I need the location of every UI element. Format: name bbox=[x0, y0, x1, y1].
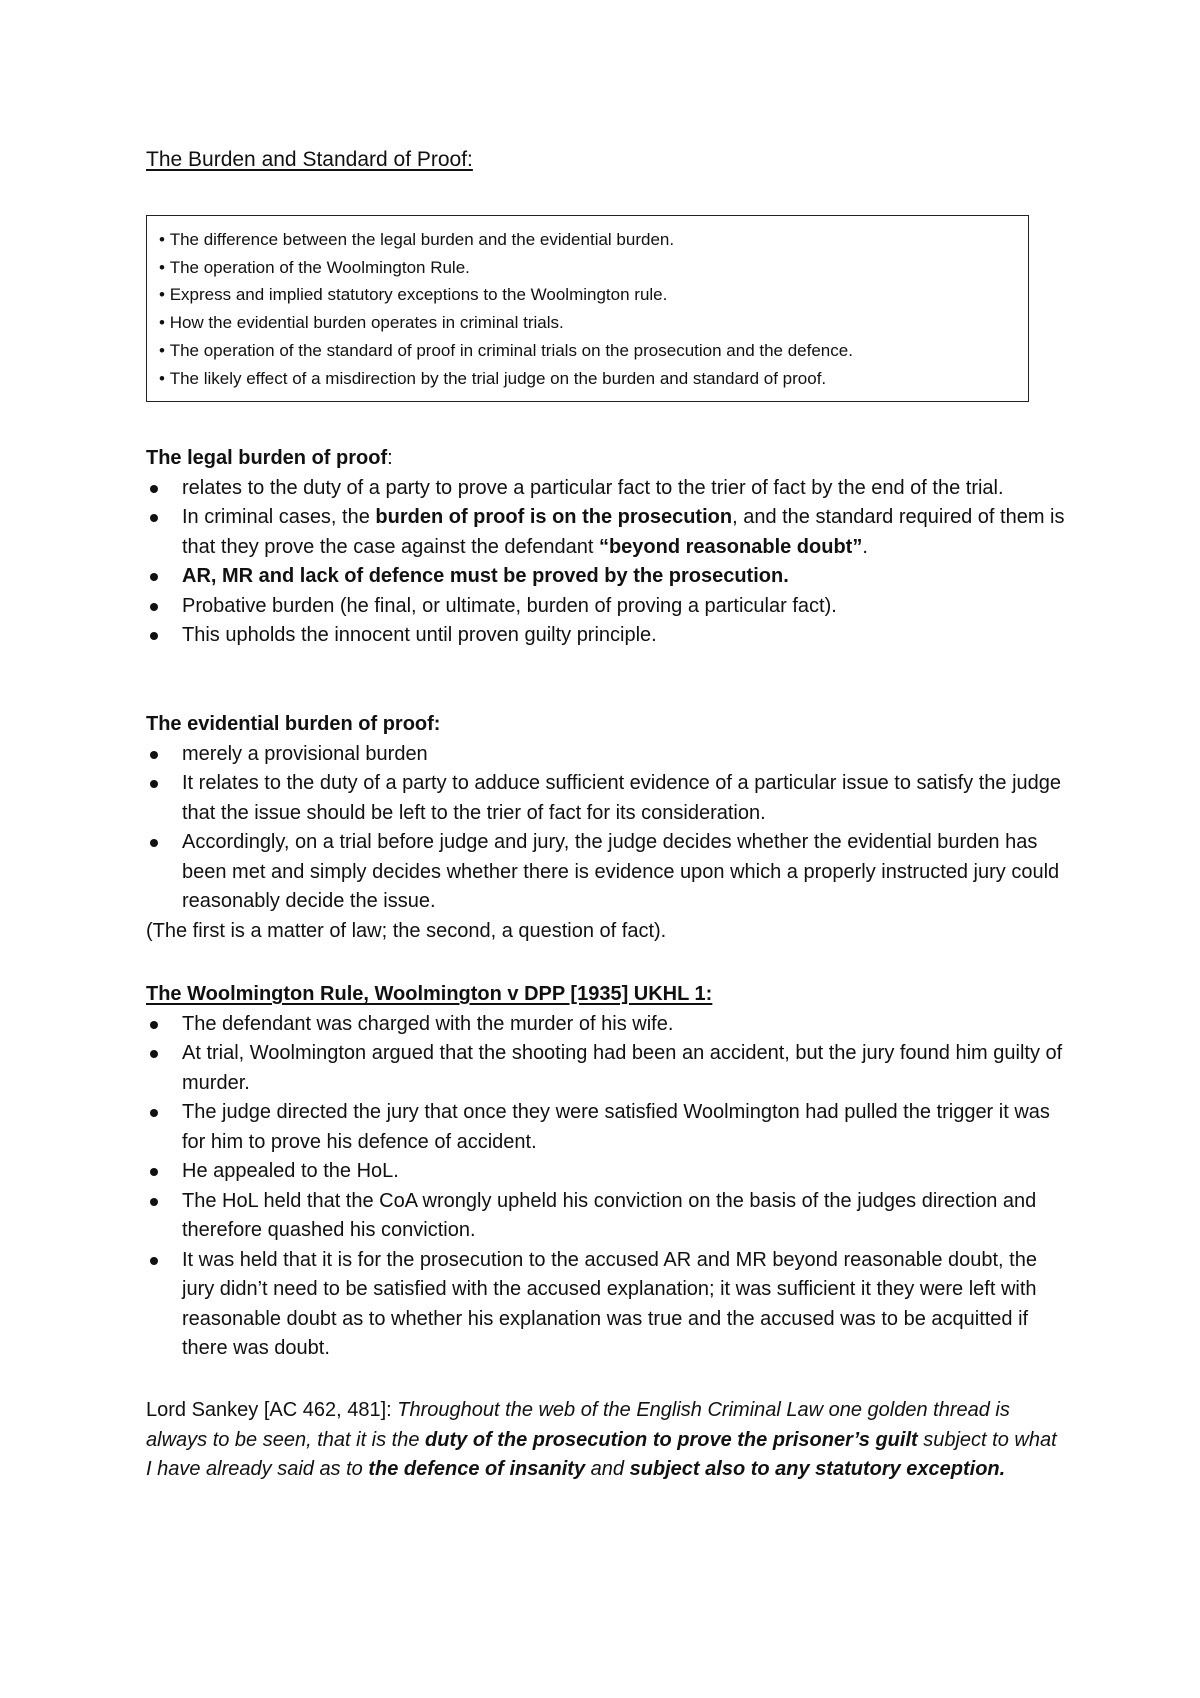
list-item: AR, MR and lack of defence must be proved by the prosecution. bbox=[146, 562, 1066, 592]
list-item: relates to the duty of a party to prove a particular fact to the trier of fact by the end of the trial. bbox=[146, 474, 1066, 504]
list-item: merely a provisional burden bbox=[146, 740, 1066, 770]
evidential-burden-section bbox=[146, 710, 1066, 946]
page-title: The Burden and Standard of Proof: bbox=[146, 148, 473, 171]
list-item: He appealed to the HoL. bbox=[146, 1157, 1066, 1187]
evidential-burden-list bbox=[146, 740, 1066, 917]
objective-item: • The likely effect of a misdirection by the trial judge on the burden and standard of proof. bbox=[159, 365, 1028, 393]
objective-item: • Express and implied statutory exceptions to the Woolmington rule. bbox=[159, 281, 1028, 309]
lord-sankey-quote: Lord Sankey [AC 462, 481]: Throughout the web of the English Criminal Law one golden thread is always to be seen, that it is the duty of the prosecution to prove the prisoner’s guilt subject to what I have already said as to the defence of insanity and subject also to any statutory exception. bbox=[146, 1399, 1057, 1480]
woolmington-section bbox=[146, 980, 1066, 1364]
list-item: The HoL held that the CoA wrongly upheld his conviction on the basis of the judges direction and therefore quashed his conviction. bbox=[146, 1187, 1066, 1246]
legal-burden-list bbox=[146, 474, 1066, 651]
list-item: Probative burden (he final, or ultimate, burden of proving a particular fact). bbox=[146, 592, 1066, 622]
evidential-burden-heading: The evidential burden of proof: bbox=[146, 713, 441, 735]
objective-item: • How the evidential burden operates in criminal trials. bbox=[159, 309, 1028, 337]
list-item: The judge directed the jury that once they were satisfied Woolmington had pulled the trigger it was for him to prove his defence of accident. bbox=[146, 1098, 1066, 1157]
list-item: The defendant was charged with the murder of his wife. bbox=[146, 1010, 1066, 1040]
woolmington-heading: The Woolmington Rule, Woolmington v DPP [1935] UKHL 1: bbox=[146, 983, 713, 1005]
list-item: It was held that it is for the prosecution to the accused AR and MR beyond reasonable doubt, the jury didn’t need to be satisfied with the accused explanation; it was sufficient it they were left with reasonable doubt as to whether his explanation was true and the accused was to be acquitted if there was doubt. bbox=[146, 1246, 1066, 1364]
woolmington-list bbox=[146, 1010, 1066, 1364]
list-item: This upholds the innocent until proven guilty principle. bbox=[146, 621, 1066, 651]
quote-speaker: Lord Sankey [AC 462, 481]: bbox=[146, 1399, 398, 1421]
evidential-note: (The first is a matter of law; the second, a question of fact). bbox=[146, 919, 667, 942]
objectives-box bbox=[146, 215, 1029, 402]
objective-item: • The difference between the legal burden and the evidential burden. bbox=[159, 226, 1028, 254]
objectives-list bbox=[159, 226, 1028, 392]
legal-burden-heading: The legal burden of proof: bbox=[146, 447, 393, 469]
objective-item: • The operation of the Woolmington Rule. bbox=[159, 254, 1028, 282]
list-item: In criminal cases, the burden of proof is on the prosecution, and the standard required of them is that they prove the case against the defendant “beyond reasonable doubt”. bbox=[146, 503, 1066, 562]
legal-burden-section bbox=[146, 444, 1066, 651]
list-item: Accordingly, on a trial before judge and jury, the judge decides whether the evidential burden has been met and simply decides whether there is evidence upon which a properly instructed jury could reasonably decide the issue. bbox=[146, 828, 1066, 917]
list-item: At trial, Woolmington argued that the shooting had been an accident, but the jury found him guilty of murder. bbox=[146, 1039, 1066, 1098]
objective-item: • The operation of the standard of proof in criminal trials on the prosecution and the defence. bbox=[159, 337, 1028, 365]
list-item: It relates to the duty of a party to adduce sufficient evidence of a particular issue to satisfy the judge that the issue should be left to the trier of fact for its consideration. bbox=[146, 769, 1066, 828]
